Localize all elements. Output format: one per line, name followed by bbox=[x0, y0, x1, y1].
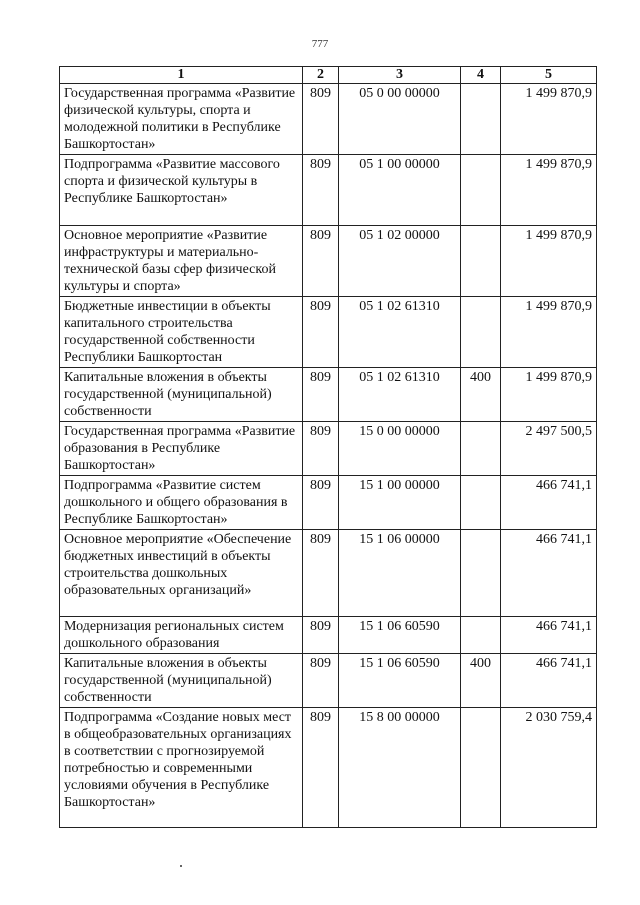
header-col-3: 3 bbox=[339, 67, 461, 84]
row-name: Государственная программа «Развитие физической культуры, спорта и молодежной политики в Республике Башкортостан» bbox=[60, 84, 303, 155]
row-expense-type bbox=[461, 84, 501, 155]
row-sum: 466 741,1 bbox=[501, 617, 597, 654]
row-name: Основное мероприятие «Обеспечение бюджетных инвестиций в объекты строительства дошкольных образовательных организаций» bbox=[60, 530, 303, 617]
table-row bbox=[60, 617, 597, 654]
row-target-code: 05 0 00 00000 bbox=[339, 84, 461, 155]
row-sum: 1 499 870,9 bbox=[501, 368, 597, 422]
row-sum: 1 499 870,9 bbox=[501, 84, 597, 155]
row-name: Капитальные вложения в объекты государственной (муниципальной) собственности bbox=[60, 368, 303, 422]
table-row bbox=[60, 708, 597, 828]
row-expense-type bbox=[461, 476, 501, 530]
page-number: 777 bbox=[311, 38, 329, 50]
header-col-2: 2 bbox=[303, 67, 339, 84]
row-sum: 1 499 870,9 bbox=[501, 226, 597, 297]
row-target-code: 15 8 00 00000 bbox=[339, 708, 461, 828]
row-admin-code: 809 bbox=[303, 297, 339, 368]
row-sum: 2 497 500,5 bbox=[501, 422, 597, 476]
row-name: Основное мероприятие «Развитие инфраструктуры и материально-технической базы сфер физической культуры и спорта» bbox=[60, 226, 303, 297]
row-admin-code: 809 bbox=[303, 155, 339, 226]
row-admin-code: 809 bbox=[303, 422, 339, 476]
row-target-code: 05 1 00 00000 bbox=[339, 155, 461, 226]
row-expense-type bbox=[461, 297, 501, 368]
row-admin-code: 809 bbox=[303, 476, 339, 530]
row-admin-code: 809 bbox=[303, 368, 339, 422]
row-expense-type bbox=[461, 155, 501, 226]
row-target-code: 05 1 02 61310 bbox=[339, 297, 461, 368]
row-target-code: 15 1 06 60590 bbox=[339, 617, 461, 654]
row-expense-type bbox=[461, 226, 501, 297]
table-row bbox=[60, 530, 597, 617]
table-row bbox=[60, 422, 597, 476]
row-expense-type bbox=[461, 530, 501, 617]
table-row bbox=[60, 476, 597, 530]
row-name: Подпрограмма «Развитие систем дошкольного и общего образования в Республике Башкортостан» bbox=[60, 476, 303, 530]
row-admin-code: 809 bbox=[303, 654, 339, 708]
row-target-code: 15 1 00 00000 bbox=[339, 476, 461, 530]
row-name: Капитальные вложения в объекты государственной (муниципальной) собственности bbox=[60, 654, 303, 708]
table-row bbox=[60, 368, 597, 422]
row-expense-type bbox=[461, 708, 501, 828]
scan-speck bbox=[180, 865, 182, 867]
row-sum: 2 030 759,4 bbox=[501, 708, 597, 828]
row-expense-type: 400 bbox=[461, 368, 501, 422]
table-row bbox=[60, 155, 597, 226]
budget-table bbox=[59, 66, 597, 828]
row-sum: 466 741,1 bbox=[501, 654, 597, 708]
row-expense-type bbox=[461, 422, 501, 476]
row-sum: 1 499 870,9 bbox=[501, 155, 597, 226]
row-target-code: 05 1 02 00000 bbox=[339, 226, 461, 297]
table-row bbox=[60, 297, 597, 368]
row-admin-code: 809 bbox=[303, 708, 339, 828]
row-expense-type: 400 bbox=[461, 654, 501, 708]
row-sum: 466 741,1 bbox=[501, 530, 597, 617]
header-col-1: 1 bbox=[60, 67, 303, 84]
header-col-4: 4 bbox=[461, 67, 501, 84]
row-target-code: 15 0 00 00000 bbox=[339, 422, 461, 476]
table-row bbox=[60, 654, 597, 708]
row-target-code: 15 1 06 60590 bbox=[339, 654, 461, 708]
row-name: Подпрограмма «Создание новых мест в общеобразовательных организациях в соответствии с прогнозируемой потребностью и современными условиями обучения в Республике Башкортостан» bbox=[60, 708, 303, 828]
header-col-5: 5 bbox=[501, 67, 597, 84]
row-name: Модернизация региональных систем дошкольного образования bbox=[60, 617, 303, 654]
row-name: Подпрограмма «Развитие массового спорта и физической культуры в Республике Башкортостан» bbox=[60, 155, 303, 226]
row-expense-type bbox=[461, 617, 501, 654]
table-row bbox=[60, 226, 597, 297]
row-name: Государственная программа «Развитие образования в Республике Башкортостан» bbox=[60, 422, 303, 476]
row-admin-code: 809 bbox=[303, 617, 339, 654]
row-admin-code: 809 bbox=[303, 84, 339, 155]
row-target-code: 15 1 06 00000 bbox=[339, 530, 461, 617]
row-target-code: 05 1 02 61310 bbox=[339, 368, 461, 422]
row-admin-code: 809 bbox=[303, 226, 339, 297]
table-row bbox=[60, 84, 597, 155]
row-name: Бюджетные инвестиции в объекты капитального строительства государственной собственности Республики Башкортостан bbox=[60, 297, 303, 368]
row-sum: 1 499 870,9 bbox=[501, 297, 597, 368]
row-admin-code: 809 bbox=[303, 530, 339, 617]
header-row bbox=[60, 67, 597, 84]
row-sum: 466 741,1 bbox=[501, 476, 597, 530]
